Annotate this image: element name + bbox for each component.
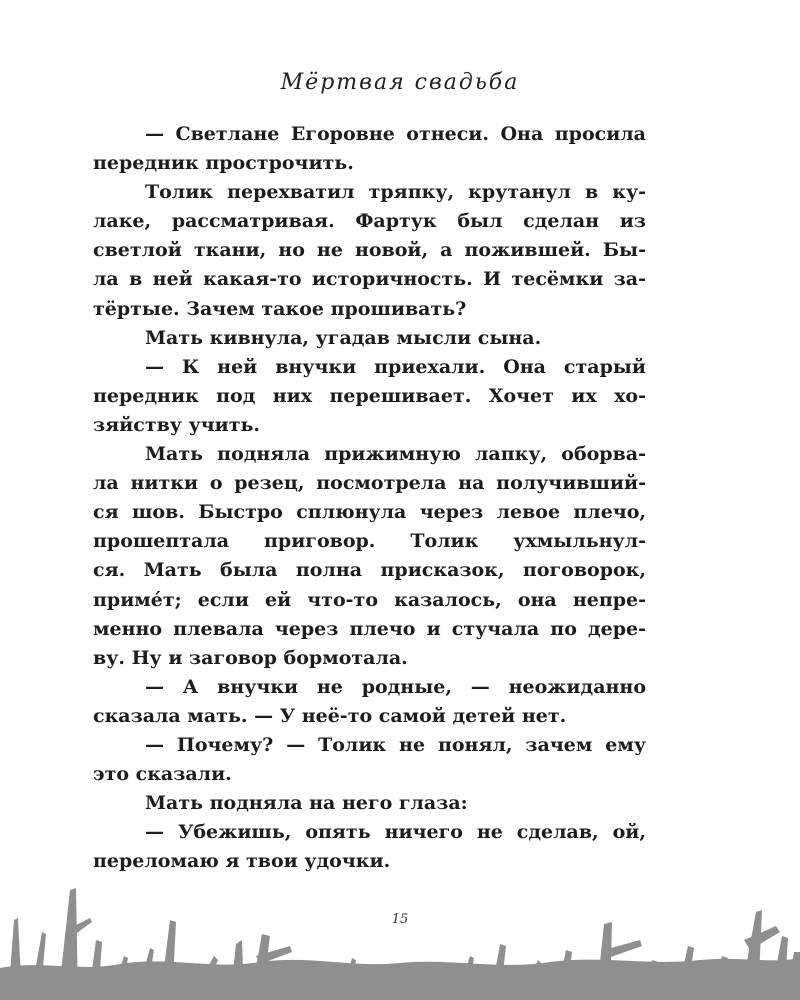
text-line: передник под них перешивает. Хочет их хо- — [93, 384, 646, 407]
running-title: Мёртвая свадьба — [280, 70, 520, 95]
text-line: — Убежишь, опять ничего не сделав, ой, — [145, 821, 646, 844]
text-line: — Светлане Егоровне отнеси. Она просила — [145, 123, 646, 145]
text-line: ла в ней какая-то историчность. И тесёмки за- — [93, 268, 646, 291]
text-line: Толик перехватил тряпку, крутанул в ку- — [145, 181, 646, 204]
text-line: Мать кивнула, угадав мысли сына. — [145, 326, 542, 349]
text-line: переломаю я твои удочки. — [93, 850, 391, 873]
text-line: передник прострочить. — [93, 152, 354, 175]
text-line: — Почему? — Толик не понял, зачем ему — [145, 733, 646, 756]
body-text — [93, 120, 646, 876]
text-line: зяйству учить. — [93, 413, 261, 436]
text-line: светлой ткани, но не новой, а пожившей. Бы- — [93, 239, 646, 262]
text-line: сказала мать. — У неё-то самой детей нет. — [93, 704, 567, 727]
text-line: — А внучки не родные, — неожиданно — [145, 675, 646, 698]
text-line: ся. Мать была полна присказок, поговорок, — [93, 559, 646, 582]
text-line: приме́т; если ей что-то казалось, она непре- — [93, 588, 646, 611]
text-line: прошептала приговор. Толик ухмыльнул- — [93, 530, 646, 553]
page-number: 15 — [391, 912, 409, 927]
text-line: ла нитки о резец, посмотрела на получивший- — [93, 472, 646, 495]
text-line: менно плевала через плечо и стучала по дере- — [93, 617, 646, 640]
text-line: лаке, рассматривая. Фартук был сделан из — [93, 210, 646, 233]
text-line: ся шов. Быстро сплюнула через левое плечо, — [93, 501, 646, 524]
text-line: Мать подняла на него глаза: — [145, 792, 468, 815]
text-line: — К ней внучки приехали. Она старый — [145, 355, 646, 378]
text-line: это сказали. — [93, 763, 232, 786]
text-line: тёртые. Зачем такое прошивать? — [93, 297, 467, 320]
text-line: ву. Ну и заговор бормотала. — [93, 646, 408, 669]
grass-illustration — [0, 860, 800, 1000]
text-line: Мать подняла прижимную лапку, оборва- — [145, 443, 646, 466]
